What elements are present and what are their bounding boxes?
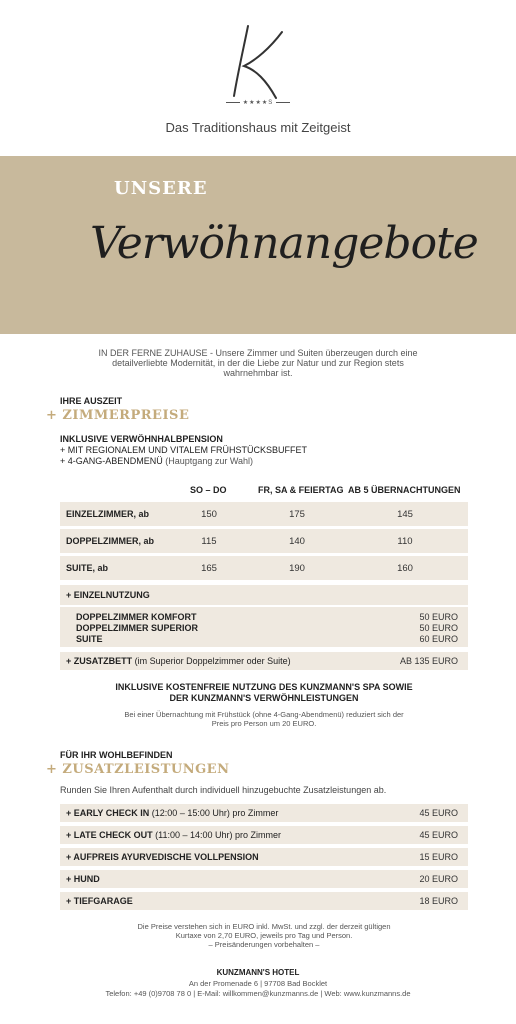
single-use-price: 60 EURO <box>419 634 458 644</box>
rooms-kicker: IHRE AUSZEIT <box>60 396 123 406</box>
halfboard-item: + 4-GANG-ABENDMENÜ (Hauptgang zur Wahl) <box>60 456 254 466</box>
extras-intro: Runden Sie Ihren Aufenthalt durch individuell hinzugebuchte Zusatzleistungen ab. <box>60 785 387 795</box>
tagline: Das Traditionshaus mit Zeitgeist <box>165 120 351 135</box>
banner-heading: UNSERE <box>114 178 208 199</box>
single-use-item: DOPPELZIMMER KOMFORT <box>76 612 197 622</box>
extra-service-row <box>60 870 468 888</box>
title-banner <box>0 156 516 334</box>
price-cell: 160 <box>397 563 413 574</box>
price-cell: 165 <box>201 563 217 574</box>
extras-title: + ZUSATZLEISTUNGEN <box>46 762 230 777</box>
service-label: + AUFPREIS AYURVEDISCHE VOLLPENSION <box>66 852 259 862</box>
service-label: + HUND <box>66 874 100 884</box>
single-use-price: 50 EURO <box>419 612 458 622</box>
row-label: EINZELZIMMER, ab <box>66 509 149 519</box>
intro-text: IN DER FERNE ZUHAUSE - Unsere Zimmer und Suiten überzeugen durch eine detailverliebte Modernität, in der die Liebe zur Natur und zur Region stets wahrnehmbar ist. <box>98 348 418 378</box>
extra-bed-price: AB 135 EURO <box>399 656 458 666</box>
extra-service-row <box>60 826 468 844</box>
column-header: FR, SA & FEIERTAG <box>258 485 344 495</box>
price-disclaimer: Die Preise verstehen sich in EURO inkl. MwSt. und zzgl. der derzeit gültigen Kurtaxe von 2,70 EURO, jeweils pro Tag und Person. – Preisänderungen vorbehalten – <box>137 922 391 949</box>
hotel-name: KUNZMANN'S HOTEL <box>216 968 300 977</box>
service-price: 18 EURO <box>419 896 458 906</box>
single-use-header <box>60 585 468 605</box>
hotel-address: An der Promenade 6 | 97708 Bad Bocklet Telefon: +49 (0)9708 78 0 | E-Mail: willkommen@kunzmanns.de | Web: www.kunzmanns.de <box>0 979 516 999</box>
row-label: SUITE, ab <box>66 563 109 573</box>
extra-service-row <box>60 892 468 910</box>
spa-inclusive-title: INKLUSIVE KOSTENFREIE NUTZUNG DES KUNZMANN'S SPA SOWIE DER KUNZMANN'S VERWÖHNLEISTUNGEN <box>115 682 413 703</box>
single-use-item: DOPPELZIMMER SUPERIOR <box>76 623 199 633</box>
extra-bed-row <box>60 652 468 670</box>
single-use-label: + EINZELNUTZUNG <box>66 590 150 600</box>
service-price: 45 EURO <box>419 830 458 840</box>
halfboard-item: + MIT REGIONALEM UND VITALEM FRÜHSTÜCKSBUFFET <box>60 445 307 455</box>
extra-service-row <box>60 848 468 866</box>
price-cell: 175 <box>289 509 305 520</box>
contact-line: Telefon: +49 (0)9708 78 0 | E-Mail: willkommen@kunzmanns.de | Web: www.kunzmanns.de <box>105 989 411 998</box>
spa-note: Bei einer Übernachtung mit Frühstück (ohne 4-Gang-Abendmenü) reduziert sich der Preis pro Person um 20 EURO. <box>124 710 404 728</box>
extra-bed-label: + ZUSATZBETT (im Superior Doppelzimmer oder Suite) <box>66 656 291 666</box>
halfboard-title: INKLUSIVE VERWÖHNHALBPENSION <box>60 434 223 444</box>
service-label: + EARLY CHECK IN (12:00 – 15:00 Uhr) pro Zimmer <box>66 808 279 818</box>
single-use-price: 50 EURO <box>419 623 458 633</box>
service-price: 15 EURO <box>419 852 458 862</box>
service-price: 45 EURO <box>419 808 458 818</box>
table-row <box>60 556 468 580</box>
table-row <box>60 502 468 526</box>
service-price: 20 EURO <box>419 874 458 884</box>
row-label: DOPPELZIMMER, ab <box>66 536 155 546</box>
single-use-item: SUITE <box>76 634 103 644</box>
logo-area <box>0 0 516 160</box>
rooms-title: + ZIMMERPREISE <box>46 408 190 423</box>
extras-kicker: FÜR IHR WOHLBEFINDEN <box>60 750 173 760</box>
price-cell: 110 <box>397 536 413 547</box>
hotel-logo-k <box>226 22 290 102</box>
single-use-block <box>60 607 468 647</box>
table-row <box>60 529 468 553</box>
price-cell: 150 <box>201 509 217 520</box>
price-cell: 115 <box>201 536 217 547</box>
extra-service-row <box>60 804 468 822</box>
service-label: + LATE CHECK OUT (11:00 – 14:00 Uhr) pro Zimmer <box>66 830 281 840</box>
service-label: + TIEFGARAGE <box>66 896 133 906</box>
price-cell: 145 <box>397 509 413 520</box>
column-header: SO – DO <box>190 485 227 495</box>
star-rating: ★★★★S <box>0 99 516 106</box>
column-header: AB 5 ÜBERNACHTUNGEN <box>348 485 461 495</box>
price-cell: 190 <box>289 563 305 574</box>
price-cell: 140 <box>289 536 305 547</box>
banner-script-title: Verwöhnangebote <box>90 218 478 269</box>
